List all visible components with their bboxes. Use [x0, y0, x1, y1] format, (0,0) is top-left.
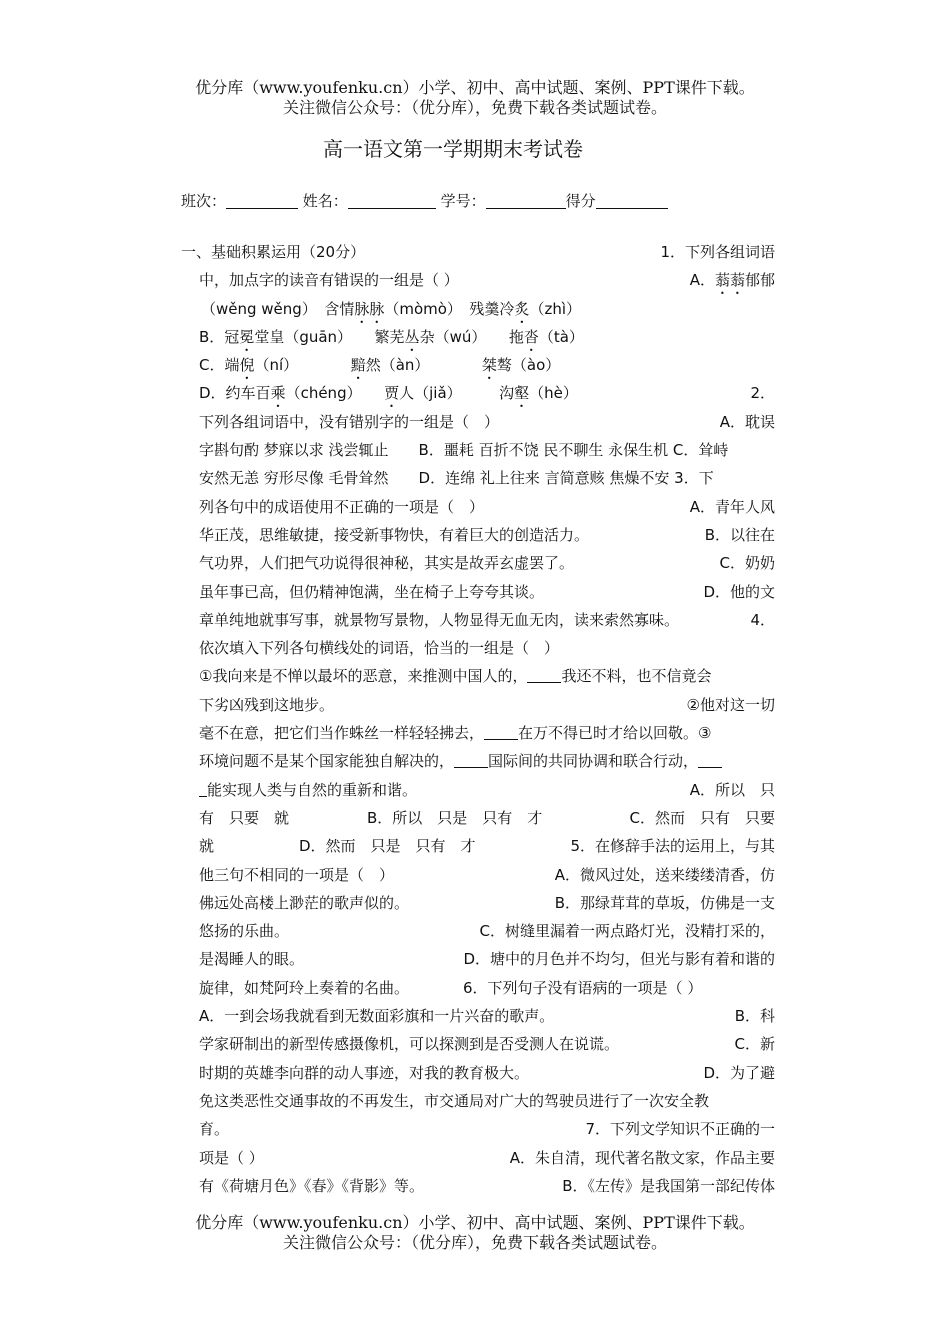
- text-segment: 在万不得已时才给以回敬。③: [518, 724, 712, 743]
- text-segment: （chéng）: [285, 384, 385, 403]
- text-line: [181, 1002, 775, 1030]
- text-segment: 华正茂，思维敏捷，接受新事物快，有着巨大的创造活力。: [199, 525, 590, 544]
- text-segment: [181, 295, 581, 327]
- number-blank: [486, 192, 566, 209]
- dotted-chars: 乘: [270, 384, 286, 403]
- text-line: [181, 351, 775, 379]
- text-segment: 能实现人类与自然的重新和谐。: [207, 780, 418, 799]
- number-label: 学号：: [440, 192, 486, 210]
- text-segment: A．: [689, 271, 715, 290]
- text-line: [181, 408, 775, 436]
- text-line: [181, 1087, 775, 1115]
- text-segment: A．一到会场我就看到无数面彩旗和一片兴奋的歌声。: [199, 1007, 555, 1026]
- text-line: [181, 776, 775, 804]
- text-line: [181, 464, 775, 492]
- text-line: [181, 578, 775, 606]
- fill-blank: [199, 781, 207, 797]
- text-line: [181, 379, 775, 407]
- text-segment: C．端: [199, 356, 240, 375]
- text-line: [181, 606, 775, 634]
- text-line: [181, 549, 775, 577]
- text-segment: 章单纯地就事写事，就景物写景物，人物显得无血无肉，读来索然寡味。: [199, 610, 680, 629]
- text-segment: 人（jiǎ）: [399, 384, 500, 403]
- text-segment: （hè）: [529, 384, 578, 403]
- text-segment: 学家研制出的新型传感摄像机，可以探测到是否受测人在说谎。: [199, 1035, 620, 1054]
- text-segment: （zhì）: [529, 299, 582, 318]
- text-segment: 下劣凶残到这地步。: [199, 695, 335, 714]
- dotted-chars: 冕: [239, 327, 255, 346]
- text-line: [181, 719, 775, 747]
- text-segment: B．以往在: [704, 525, 775, 544]
- text-line: [181, 1030, 775, 1058]
- score-blank: [596, 192, 668, 209]
- dotted-chars: 桀: [481, 356, 497, 375]
- text-segment: 时期的英雄李向群的动人事迹，对我的教育极大。: [199, 1063, 530, 1082]
- dotted-chars: 蓊蓊: [714, 271, 745, 290]
- text-segment: 4．: [750, 610, 775, 629]
- text-segment: ②他对这一切: [686, 695, 775, 714]
- text-line: [181, 323, 775, 351]
- question-2-number: 2．: [750, 384, 775, 403]
- dotted-chars: 炙: [514, 299, 530, 318]
- dotted-chars: 倪: [239, 356, 255, 375]
- header-line-1: 优分库（www.youfenku.cn）小学、初中、高中试题、案例、PPT课件下载。: [195, 78, 755, 97]
- text-segment: 郁郁: [744, 271, 775, 290]
- fill-blank: [454, 752, 488, 768]
- text-segment: 旋律，如梵阿玲上奏着的名曲。: [199, 978, 410, 997]
- question-1-number: 1．下列各组词语: [660, 243, 775, 261]
- text-segment: 依次填入下列各句横线处的词语，恰当的一组是（ ）: [199, 639, 560, 658]
- text-segment: 虽年事已高，但仍精神饱满，坐在椅子上夸夸其谈。: [199, 582, 545, 601]
- text-line: [181, 917, 775, 945]
- text-segment: ①我向来是不惮以最坏的恶意，来推测中国人的，: [199, 667, 528, 686]
- text-segment: D．塘中的月色并不均匀，但光与影有着和谐的: [463, 950, 775, 969]
- text-segment: 环境问题不是某个国家能独自解决的，: [199, 752, 455, 771]
- text-segment: 免这类恶性交通事故的不再发生，市交通局对广大的驾驶员进行了一次安全教: [199, 1091, 710, 1110]
- text-segment: C．奶奶: [719, 554, 775, 573]
- option-a-q1: [690, 266, 775, 298]
- text-segment: B．冠: [199, 327, 240, 346]
- text-line: [181, 804, 775, 832]
- text-segment: 5．在修辞手法的运用上，与其: [570, 837, 775, 856]
- text-segment: A．所以 只: [689, 780, 775, 799]
- text-segment: 项是（ ）: [199, 1148, 264, 1167]
- text-segment: 6．下列句子没有语病的一项是（ ）: [463, 978, 703, 997]
- dotted-chars: 沓: [523, 327, 539, 346]
- text-segment: B．科: [734, 1007, 775, 1026]
- text-line: [181, 889, 775, 917]
- dotted-chars: 贾: [384, 384, 400, 403]
- text-line: [181, 945, 775, 973]
- text-segment: 然（àn）: [365, 356, 482, 375]
- text-line: [181, 634, 775, 662]
- fill-blank: [527, 667, 561, 683]
- text-segment: （mòmò） 残羹冷: [384, 299, 515, 318]
- text-line: [181, 436, 775, 464]
- text-line: [181, 691, 775, 719]
- text-segment: 有 只要 就: [199, 808, 290, 827]
- text-line: [181, 295, 775, 323]
- text-line: [181, 1144, 775, 1172]
- text-segment: D．他的文: [703, 582, 775, 601]
- text-segment: A．微风过处，送来缕缕清香，仿: [554, 865, 775, 884]
- text-line: [181, 747, 775, 775]
- section-heading: 一、基础积累运用（20分）: [181, 243, 366, 261]
- text-segment: 字斟句酌 梦寐以求 浅尝辄止 B．噩耗 百折不饶 民不聊生 永保生机 C．耸峙: [199, 441, 729, 460]
- text-segment: 列各句中的成语使用不正确的一项是（ ）: [199, 497, 485, 516]
- text-line: [181, 521, 775, 549]
- text-segment: 中，加点字的读音有错误的一组是（ ）: [199, 271, 459, 290]
- dotted-chars: 壑: [514, 384, 530, 403]
- name-label: 姓名：: [302, 192, 348, 210]
- class-blank: [226, 192, 298, 209]
- text-segment: A．朱自清，现代著名散文家，作品主要: [509, 1148, 775, 1167]
- text-segment: 堂皇（guān） 繁芜: [254, 327, 405, 346]
- text-segment: 气功界，人们把气功说得很神秘，其实是故弄玄虚罢了。: [199, 554, 575, 573]
- footer-line-1: 优分库（www.youfenku.cn）小学、初中、高中试题、案例、PPT课件下载。: [195, 1213, 755, 1232]
- text-segment: 育。: [199, 1120, 230, 1139]
- text-segment: 下列各组词语中，没有错别字的一组是（ ）: [199, 412, 500, 431]
- text-line: [181, 266, 775, 294]
- text-segment: 就: [199, 837, 215, 856]
- text-line: [181, 238, 775, 266]
- fill-blank: [698, 752, 722, 768]
- score-label: 得分: [565, 192, 596, 210]
- text-segment: C．新: [734, 1035, 775, 1054]
- text-segment: A．青年人风: [689, 497, 775, 516]
- text-segment: （wěng wěng） 含情: [201, 299, 355, 318]
- text-segment: 沟: [499, 384, 515, 403]
- class-label: 班次：: [181, 192, 227, 210]
- text-segment: 佛远处高楼上渺茫的歌声似的。: [199, 893, 410, 912]
- text-segment: 毫不在意，把它们当作蛛丝一样轻轻拂去，: [199, 724, 485, 743]
- text-segment: 他三句不相同的一项是（ ）: [199, 865, 395, 884]
- text-segment: 我还不料，也不信竟会: [561, 667, 712, 686]
- text-line: [181, 1172, 775, 1200]
- text-line: [181, 662, 775, 690]
- text-line: [181, 493, 775, 521]
- text-segment: 骜（ào）: [496, 356, 561, 375]
- text-segment: B．《左传》是我国第一部纪传体: [562, 1176, 775, 1195]
- name-blank: [348, 192, 436, 209]
- text-line: [181, 861, 775, 889]
- dotted-chars: 脉脉: [354, 299, 385, 318]
- text-line: [181, 974, 775, 1002]
- text-line: [181, 1059, 775, 1087]
- text-segment: C．树缝里漏着一两点路灯光，没精打采的，: [479, 922, 775, 941]
- text-segment: 杂（wú） 拖: [419, 327, 524, 346]
- text-line: [181, 832, 775, 860]
- text-segment: C．然而 只有 只要: [629, 808, 775, 827]
- dotted-chars: 黯: [350, 356, 366, 375]
- text-segment: 是渴睡人的眼。: [199, 950, 305, 969]
- text-segment: 有《荷塘月色》《春》《背影》等。: [199, 1176, 425, 1195]
- dotted-chars: 丛: [404, 327, 420, 346]
- text-segment: 国际间的共同协调和联合行动，: [488, 752, 699, 771]
- text-segment: （tà）: [538, 327, 584, 346]
- text-segment: D．为了避: [703, 1063, 775, 1082]
- text-segment: D．然而 只是 只有 才: [299, 837, 476, 856]
- footer-line-2: 关注微信公众号：（优分库），免费下载各类试题试卷。: [282, 1233, 667, 1252]
- text-segment: B．所以 只是 只有 才: [367, 808, 543, 827]
- text-segment: 安然无恙 穷形尽像 毛骨耸然 D．连绵 礼上往来 言简意赅 焦燥不安 3．下: [199, 469, 714, 488]
- student-info-row: [181, 190, 668, 211]
- text-segment: A．耽误: [719, 412, 775, 431]
- exam-content: [181, 238, 775, 1200]
- fill-blank: [484, 724, 518, 740]
- text-segment: （ní）: [254, 356, 351, 375]
- text-segment: 悠扬的乐曲。: [199, 922, 290, 941]
- page-title: 高一语文第一学期期末考试卷: [323, 137, 583, 161]
- header-line-2: 关注微信公众号：（优分库），免费下载各类试题试卷。: [282, 98, 667, 117]
- text-segment: D．约车百: [199, 384, 271, 403]
- text-line: [181, 1115, 775, 1143]
- text-segment: B．那绿茸茸的草坂，仿佛是一支: [554, 893, 775, 912]
- text-segment: 7．下列文学知识不正确的一: [585, 1120, 775, 1139]
